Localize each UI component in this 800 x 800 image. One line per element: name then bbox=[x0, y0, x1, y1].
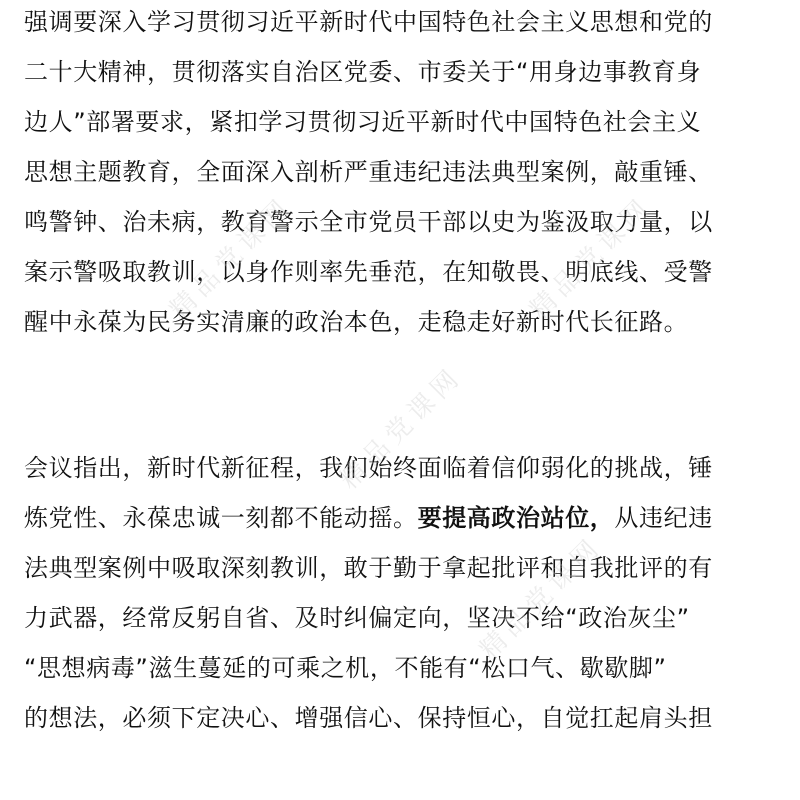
paragraph-2-line-2-text: 炼党性、永葆忠诚一刻都不能动摇。 bbox=[24, 504, 418, 532]
paragraph-1-line-4: 思想主题教育，全面深入剖析严重违纪违法典型案例，敲重锤、 bbox=[24, 158, 713, 186]
paragraph-1-line-7: 醒中永葆为民务实清廉的政治本色，走稳走好新时代长征路。 bbox=[24, 308, 689, 336]
paragraph-1-line-3: 边人”部署要求，紧扣学习贯彻习近平新时代中国特色社会主义 bbox=[24, 108, 702, 136]
paragraph-2-line-4: 力武器，经常反躬自省、及时纠偏定向，坚决不给“政治灰尘” bbox=[24, 604, 690, 632]
paragraph-2-line-3: 法典型案例中吸取深刻教训，敢于勤于拿起批评和自我批评的有 bbox=[24, 554, 713, 582]
paragraph-1-line-1: 强调要深入学习贯彻习近平新时代中国特色社会主义思想和党的 bbox=[24, 8, 713, 36]
paragraph-2-line-6: 的想法，必须下定决心、增强信心、保持恒心，自觉扛起肩头担 bbox=[24, 704, 713, 732]
emphasis-text: 要提高政治站位， bbox=[417, 504, 615, 532]
paragraph-1-line-2: 二十大精神，贯彻落实自治区党委、市委关于“用身边事教育身 bbox=[24, 58, 702, 86]
paragraph-2-line-5: “思想病毒”滋生蔓延的可乘之机，不能有“松口气、歇歇脚” bbox=[24, 654, 667, 682]
watermark: 精品党课网 bbox=[334, 361, 469, 496]
paragraph-2-line-1: 会议指出，新时代新征程，我们始终面临着信仰弱化的挑战，锤 bbox=[24, 454, 713, 482]
paragraph-2-line-2-tail: 从违纪违 bbox=[614, 504, 713, 532]
paragraph-1-line-6: 案示警吸取教训，以身作则率先垂范，在知敬畏、明底线、受警 bbox=[24, 258, 713, 286]
watermark: 精品党课网 bbox=[164, 191, 299, 326]
watermark: 精品党课网 bbox=[524, 191, 659, 326]
watermark: 精品党课网 bbox=[474, 531, 609, 666]
paragraph-2-line-2 bbox=[24, 502, 713, 534]
paragraph-1-line-5: 鸣警钟、治未病，教育警示全市党员干部以史为鉴汲取力量，以 bbox=[24, 208, 713, 236]
